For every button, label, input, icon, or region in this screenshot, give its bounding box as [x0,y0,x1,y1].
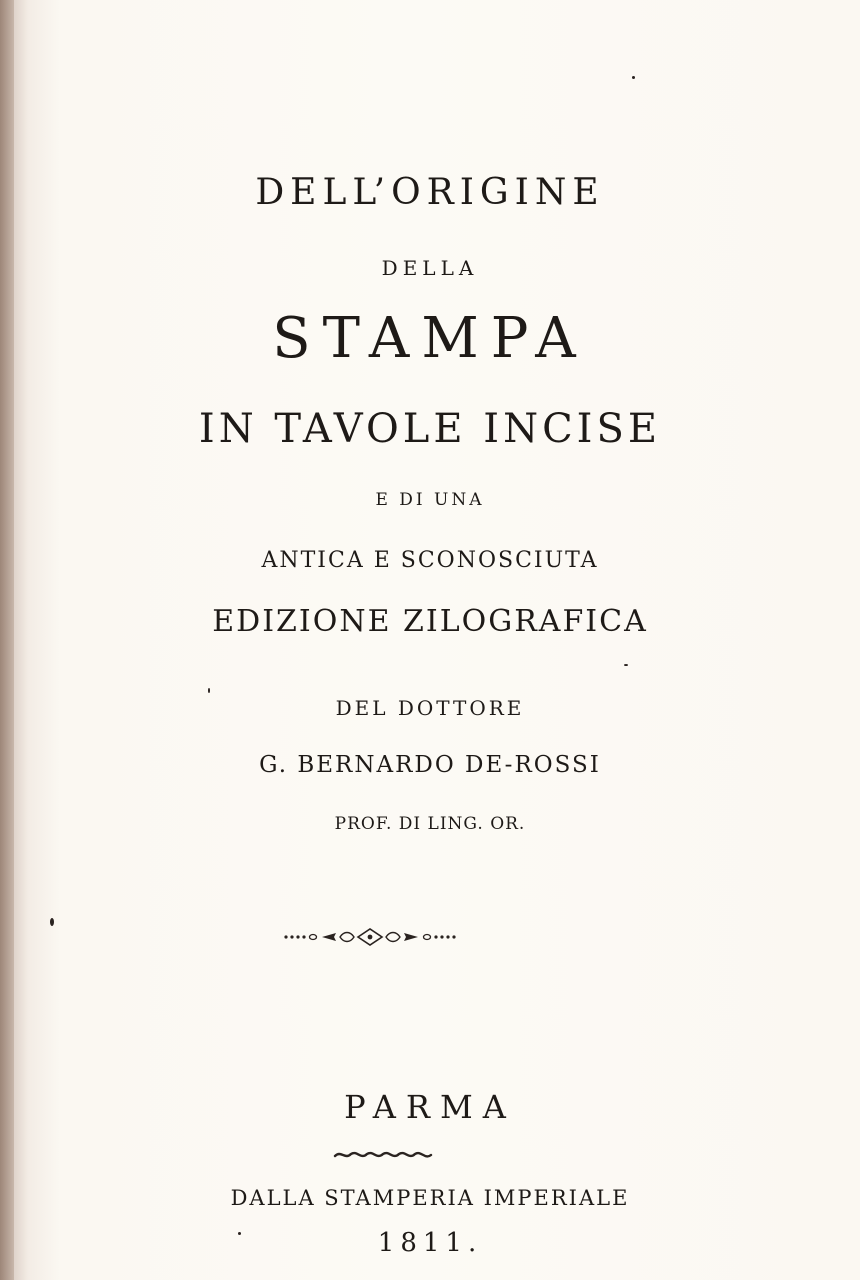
paper-speck [238,1232,241,1235]
paper-speck [624,664,628,666]
imprint-printer: DALLA STAMPERIA IMPERIALE [230,1186,630,1210]
paper-speck [208,688,210,693]
title-line-del-dottore: DEL DOTTORE [335,696,525,720]
title-line-antica: ANTICA E SCONOSCIUTA [261,548,599,573]
fleuron-divider-icon [280,926,460,948]
title-line-origin: DELL’ORIGINE [255,172,605,213]
paper-speck [50,918,54,926]
title-line-edizione: EDIZIONE ZILOGRAFICA [212,604,648,639]
paper-speck [632,76,635,79]
title-line-tavole: IN TAVOLE INCISE [198,406,662,452]
title-line-della: DELLA [381,256,479,280]
title-line-stampa: STAMPA [272,306,588,371]
author-title: PROF. DI LING. OR. [334,814,526,834]
title-line-e-di-una: E DI UNA [375,490,485,510]
author-name: G. BERNARDO DE-ROSSI [259,752,601,778]
wavy-rule-icon [333,1148,433,1162]
imprint-year: 1811. [377,1228,483,1258]
imprint-place: PARMA [344,1088,516,1126]
